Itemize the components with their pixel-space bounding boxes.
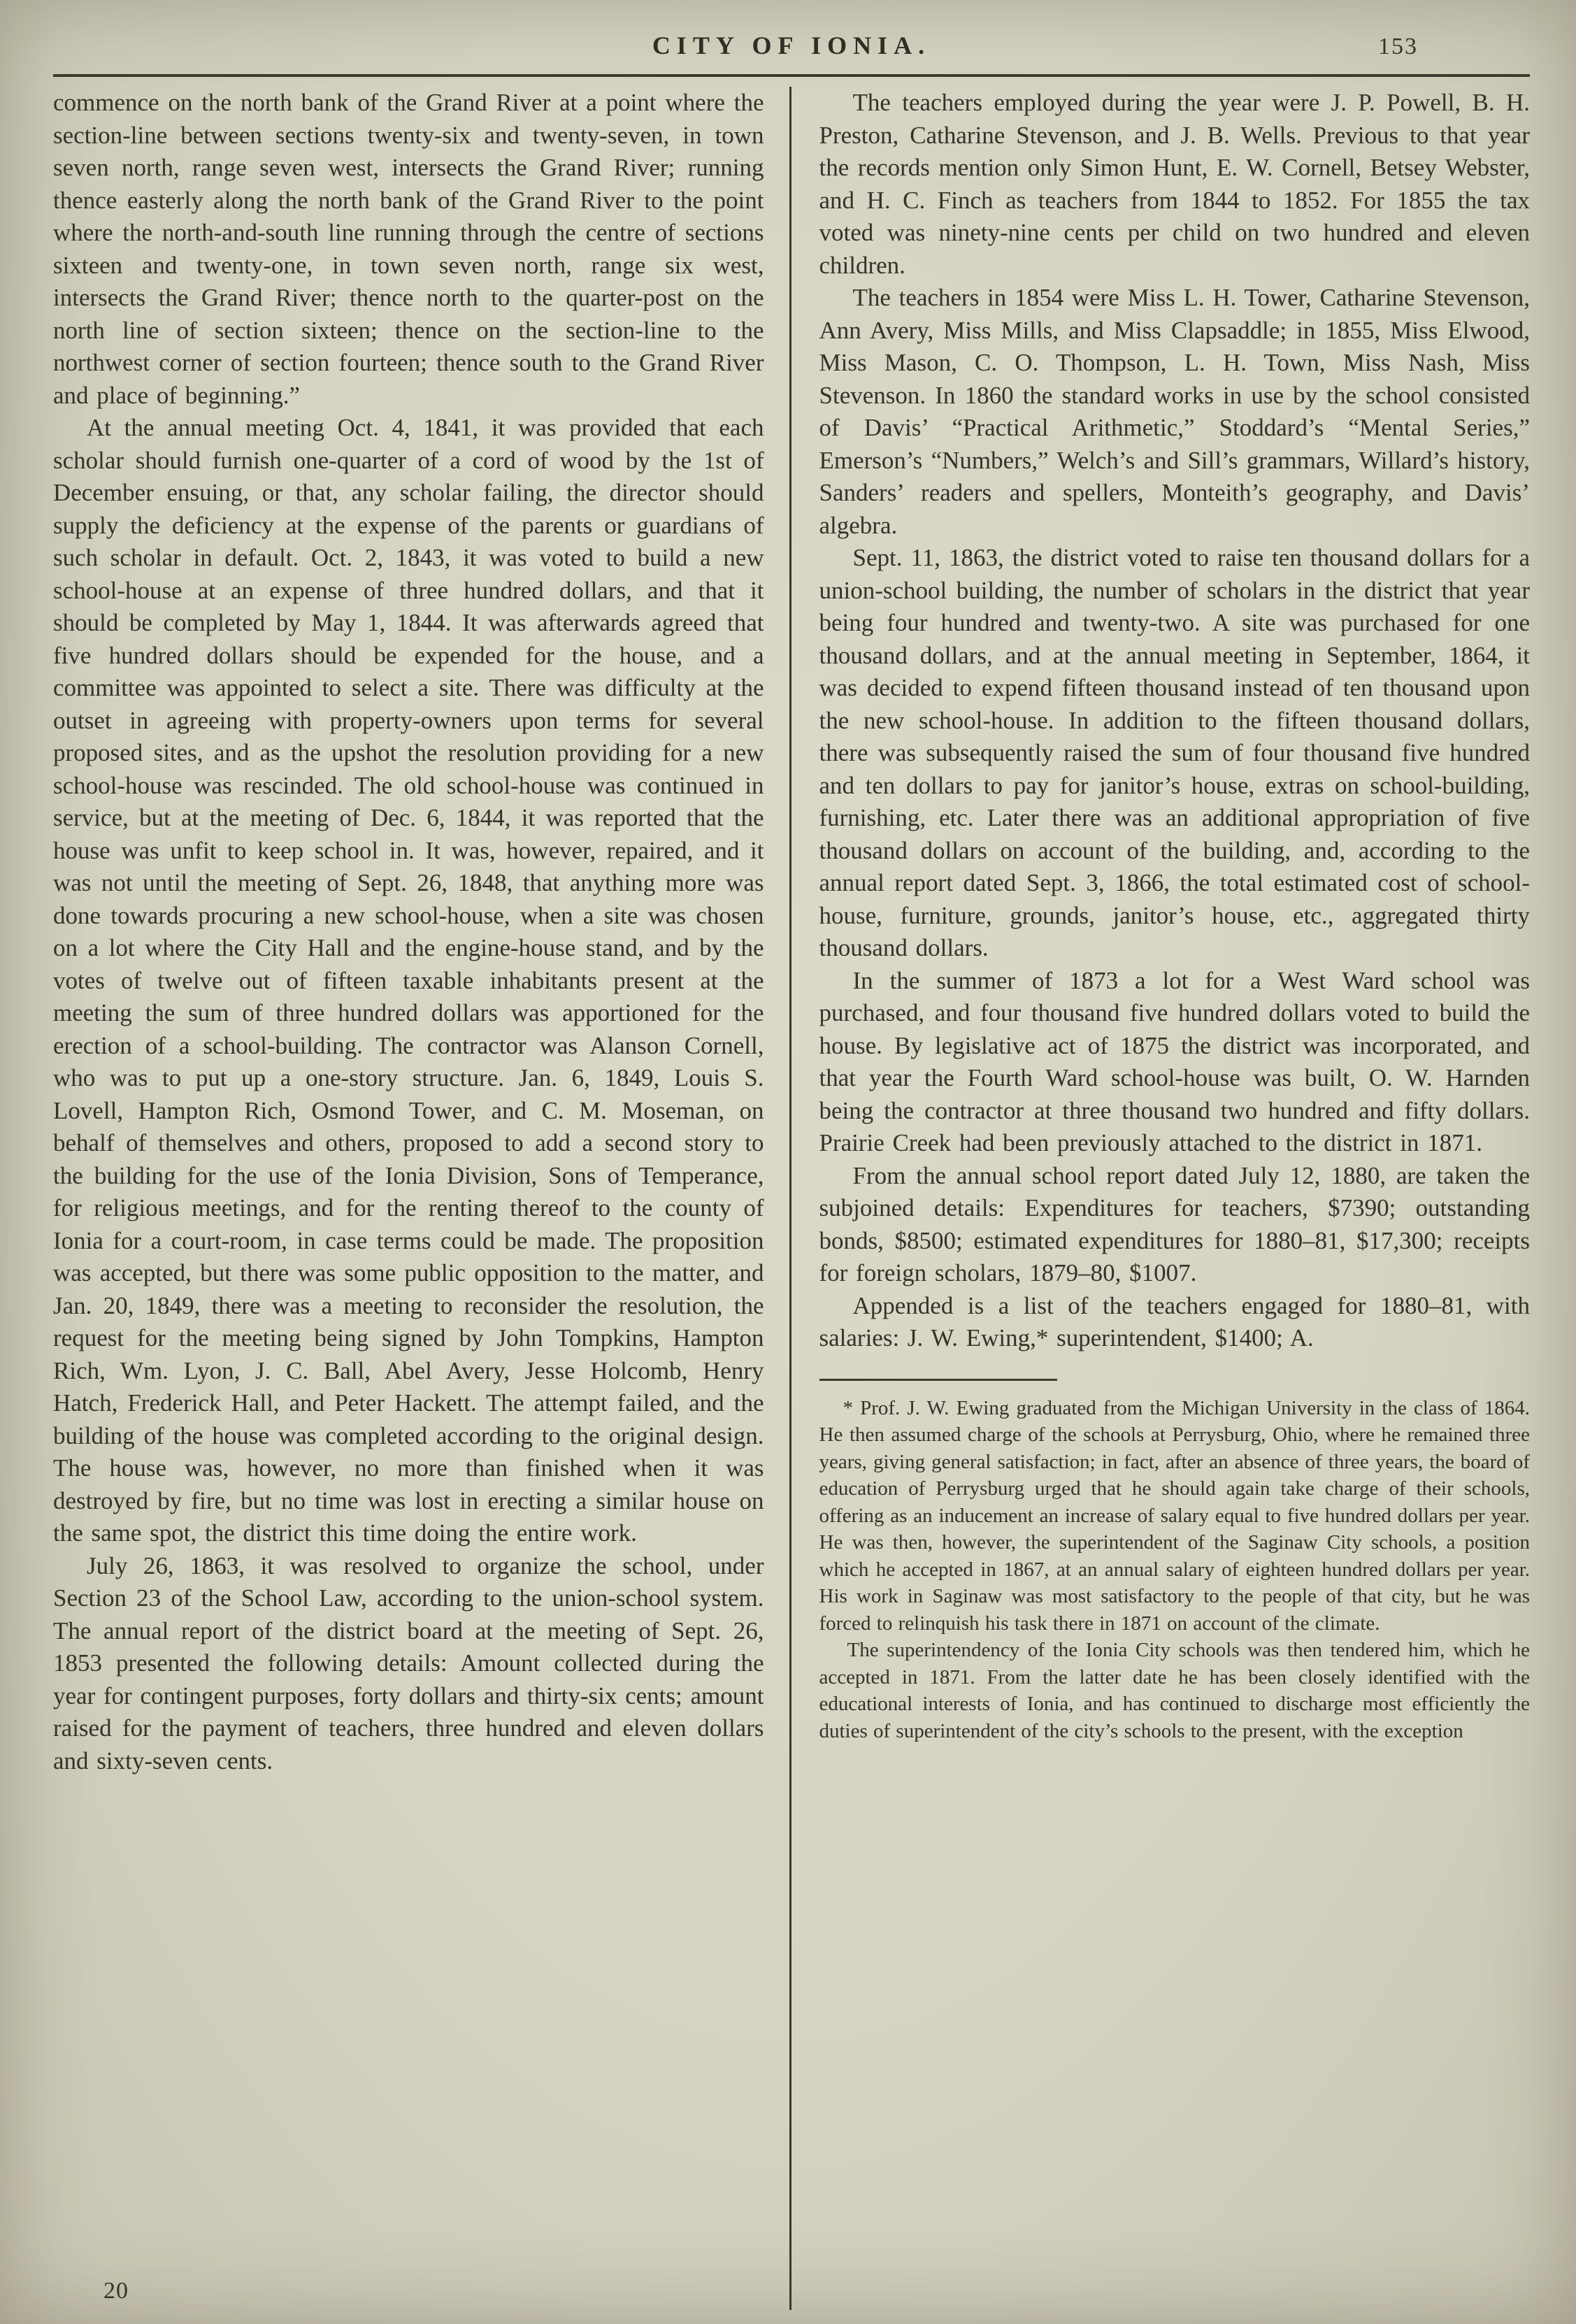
page-header-title: CITY OF IONIA.	[652, 31, 931, 59]
paragraph: Sept. 11, 1863, the district voted to raise ten thousand dollars for a union-school building, the number of scholars in the district that year being four hundred and twenty-two. A site was purchased for one thousand dollars, and at the annual meeting in September, 1864, it was decided to expend fifteen thousand instead of ten thousand upon the new school-house. In addition to the fifteen thousand dollars, there was subsequently raised the sum of four thousand five hundred and ten dollars to pay for janitor’s house, extras on school-building, furnishing, etc. Later there was an additional appropriation of five thousand dollars on account of the building, and, according to the annual report dated Sept. 3, 1866, the total estimated cost of school-house, furniture, grounds, janitor’s house, etc., aggregated thirty thousand dollars.	[819, 544, 1530, 961]
paragraph: At the annual meeting Oct. 4, 1841, it was provided that each scholar should furnish one-quarter of a cord of wood by the 1st of December ensuing, or that, any scholar failing, the director should supply the deficiency at the expense of the parents or guardians of such scholar in default. Oct. 2, 1843, it was voted to build a new school-house at an expense of three hundred dollars, and that it should be completed by May 1, 1844. It was afterwards agreed that five hundred dollars should be expended for the house, and a committee was appointed to select a site. There was difficulty at the outset in agreeing with property-owners upon terms for several proposed sites, and as the upshot the resolution providing for a new school-house was rescinded. The old school-house was continued in service, but at the meeting of Dec. 6, 1844, it was reported that the house was unfit to keep school in. It was, however, repaired, and it was not until the meeting of Sept. 26, 1848, that anything more was done towards procuring a new school-house, when a site was chosen on a lot where the City Hall and the engine-house stand, and by the votes of twelve out of fifteen taxable inhabitants present at the meeting the sum of three hundred dollars was apportioned for the erection of a school-building. The contractor was Alanson Cornell, who was to put up a one-story structure. Jan. 6, 1849, Louis S. Lovell, Hampton Rich, Osmond Tower, and C. M. Moseman, on behalf of themselves and others, proposed to add a second story to the building for the use of the Ionia Division, Sons of Temperance, for religious meetings, and for the renting thereof to the county of Ionia for a court-room, in case terms could be made. The proposition was accepted, but there was some public opposition to the matter, and Jan. 20, 1849, there was a meeting to reconsider the resolution, the request for the meeting being signed by John Tompkins, Hampton Rich, Wm. Lyon, J. C. Ball, Abel Avery, Jesse Holcomb, Henry Hatch, Frederick Hall, and Peter Hackett. The attempt failed, and the building of the house was completed according to the original design. The house was, however, no more than finished when it was destroyed by fire, but no time was lost in erecting a similar house on the same spot, the district this time doing the entire work.	[53, 414, 764, 1547]
footnote-paragraph: * Prof. J. W. Ewing graduated from the Michigan University in the class of 1864. He then assumed charge of the schools at Perrysburg, Ohio, where he remained three years, giving general satisfaction; in fact, after an absence of three years, the board of education of Perrysburg urged that he should again take charge of their schools, offering as an inducement an increase of salary equal to five hundred dollars per year. He was then, however, the superintendent of the Saginaw City schools, a position which he accepted in 1867, at an annual salary of eighteen hundred dollars per year. His work in Saginaw was most satisfactory to the people of that city, but he was forced to relinquish his task there in 1871 on account of the climate.	[819, 1396, 1530, 1635]
running-head	[53, 31, 1530, 67]
paragraph: From the annual school report dated July 12, 1880, are taken the subjoined details: Expenditures for teachers, $7390; outstanding bonds, $8500; estimated expenditures for 1880–81, $17,300; receipts for foreign scholars, 1879–80, $1007.	[819, 1161, 1530, 1286]
footnote-paragraph: The superintendency of the Ionia City schools was then tendered him, which he accepted in 1871. From the latter date he has been closely identified with the educational interests of Ionia, and has continued to discharge most efficiently the duties of superintendent of the city’s schools to the present, with the exception	[819, 1639, 1530, 1742]
page-number: 153	[1378, 34, 1418, 59]
right-column	[791, 87, 1531, 2310]
header-rule	[53, 74, 1530, 77]
paragraph: July 26, 1863, it was resolved to organize the school, under Section 23 of the School Law, according to the union-school system. The annual report of the district board at the meeting of Sept. 26, 1853 presented the following details: Amount collected during the year for contingent purposes, forty dollars and thirty-six cents; amount raised for the payment of teachers, three hundred and eleven dollars and sixty-seven cents.	[53, 1551, 764, 1774]
paragraph: Appended is a list of the teachers engaged for 1880–81, with salaries: J. W. Ewing,* superintendent, $1400; A.	[819, 1291, 1530, 1351]
paragraph: In the summer of 1873 a lot for a West Ward school was purchased, and four thousand five hundred dollars voted to build the house. By legislative act of 1875 the district was incorporated, and that year the Fourth Ward school-house was built, O. W. Harnden being the contractor at three thousand two hundred and fifty dollars. Prairie Creek had been previously attached to the district in 1871.	[819, 966, 1530, 1156]
text-columns	[53, 87, 1530, 2310]
paragraph: The teachers in 1854 were Miss L. H. Tower, Catharine Stevenson, Ann Avery, Miss Mills, and Miss Clapsaddle; in 1855, Miss Elwood, Miss Mason, C. O. Thompson, L. H. Town, Miss Nash, Miss Stevenson. In 1860 the standard works in use by the school consisted of Davis’ “Practical Arithmetic,” Stoddard’s “Mental Series,” Emerson’s “Numbers,” Welch’s and Sill’s grammars, Willard’s history, Sanders’ readers and spellers, Monteith’s geography, and Davis’ algebra.	[819, 284, 1530, 539]
paragraph: commence on the north bank of the Grand River at a point where the section-line between sections twenty-six and twenty-seven, in town seven north, range seven west, intersects the Grand River; running thence easterly along the north bank of the Grand River to the point where the north-and-south line running through the centre of sections sixteen and twenty-one, in town seven north, range six west, intersects the Grand River; thence north to the quarter-post on the north line of section sixteen; thence on the section-line to the northwest corner of section fourteen; thence south to the Grand River and place of beginning.”	[53, 89, 764, 409]
footnote-separator-rule	[819, 1379, 1057, 1381]
left-column	[53, 87, 789, 2310]
footnotes	[819, 1395, 1531, 1745]
printers-signature-number: 20	[103, 2278, 129, 2304]
paragraph: The teachers employed during the year were J. P. Powell, B. H. Preston, Catharine Stevenson, and J. B. Wells. Previous to that year the records mention only Simon Hunt, E. W. Cornell, Betsey Webster, and H. C. Finch as teachers from 1844 to 1852. For 1855 the tax voted was ninety-nine cents per child on two hundred and eleven children.	[819, 89, 1530, 279]
